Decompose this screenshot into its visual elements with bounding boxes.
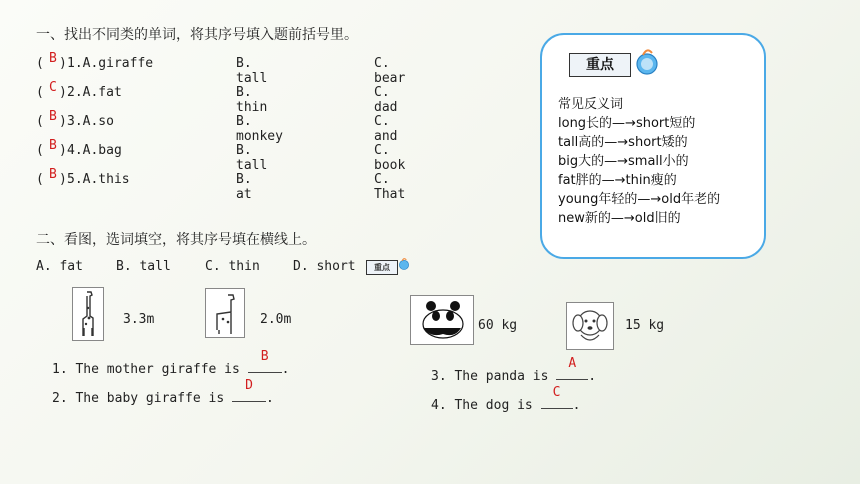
- option-b: B. tall: [236, 56, 268, 86]
- option-a: 5.A.this: [67, 172, 130, 187]
- bulb-icon: [398, 255, 410, 273]
- picture-label: 15 kg: [625, 318, 665, 333]
- sentence-text: 2. The baby giraffe is: [52, 391, 225, 406]
- answer-blank[interactable]: [541, 385, 573, 409]
- picture-label: 3.3m: [123, 312, 155, 327]
- option-c: C. book: [374, 143, 406, 173]
- option-c: C. That: [374, 172, 406, 202]
- option-b: B. tall: [116, 259, 171, 274]
- option-c: C. and: [374, 114, 398, 144]
- section1-heading: 一、找出不同类的单词，将其序号填入题前括号里。: [36, 27, 358, 43]
- keypoint-box: [540, 33, 766, 259]
- answer-mark: C: [49, 80, 57, 95]
- dog-image: [566, 302, 614, 350]
- picture-label: 60 kg: [478, 318, 518, 333]
- picture-label: 2.0m: [260, 312, 292, 327]
- answer-mark: B: [260, 349, 269, 364]
- option-a: 3.A.so: [67, 114, 114, 129]
- option-c: C. bear: [374, 56, 406, 86]
- sentence: [52, 349, 290, 377]
- keypoint-line: big大的—→small小的: [558, 154, 689, 169]
- option-a: A. fat: [36, 259, 83, 274]
- sentence-text: 4. The dog is: [431, 398, 533, 413]
- option-b: B. thin: [236, 85, 268, 115]
- sentence: [431, 385, 581, 413]
- option-a: 1.A.giraffe: [67, 56, 154, 71]
- keypoint-line: young年轻的—→old年老的: [558, 192, 721, 207]
- sentence: [52, 378, 274, 406]
- keypoint-line: new新的—→old旧的: [558, 211, 681, 226]
- option-b: B. monkey: [236, 114, 283, 144]
- answer-mark: B: [49, 138, 57, 153]
- keypoint-line: fat胖的—→thin瘦的: [558, 173, 677, 188]
- option-d: D. short: [293, 259, 356, 274]
- sentence-end: .: [281, 362, 290, 377]
- keypoint-line: long长的—→short短的: [558, 116, 696, 131]
- answer-mark: B: [49, 109, 57, 124]
- option-a: 4.A.bag: [67, 143, 122, 158]
- answer-blank[interactable]: [232, 378, 266, 402]
- baby-giraffe-image: [205, 288, 245, 338]
- option-c: C. dad: [374, 85, 398, 115]
- sentence-end: .: [588, 369, 597, 384]
- answer-mark: A: [568, 356, 577, 371]
- answer-mark: B: [49, 167, 57, 182]
- sentence-end: .: [266, 391, 274, 406]
- sentence-text: 1. The mother giraffe is: [52, 362, 240, 377]
- answer-blank[interactable]: [248, 349, 282, 373]
- option-b: B. at: [236, 172, 252, 202]
- keypoint-tag-small: 重点: [366, 260, 398, 275]
- answer-mark: D: [245, 378, 253, 393]
- answer-blank[interactable]: [556, 356, 588, 380]
- section2-heading: 二、看图，选词填空，将其序号填在横线上。: [36, 232, 316, 248]
- sentence-end: .: [572, 398, 581, 413]
- bulb-icon: [634, 47, 660, 77]
- option-c: C. thin: [205, 259, 260, 274]
- panda-image: [410, 295, 474, 345]
- giraffe-image: [72, 287, 104, 341]
- keypoint-tag: 重点: [569, 53, 631, 77]
- keypoint-line: tall高的—→short矮的: [558, 135, 688, 150]
- answer-mark: C: [552, 385, 561, 400]
- keypoint-title: 常见反义词: [558, 97, 624, 112]
- option-b: B. tall: [236, 143, 268, 173]
- sentence-text: 3. The panda is: [431, 369, 549, 384]
- option-a: 2.A.fat: [67, 85, 122, 100]
- sentence: [431, 356, 597, 384]
- answer-mark: B: [49, 51, 57, 66]
